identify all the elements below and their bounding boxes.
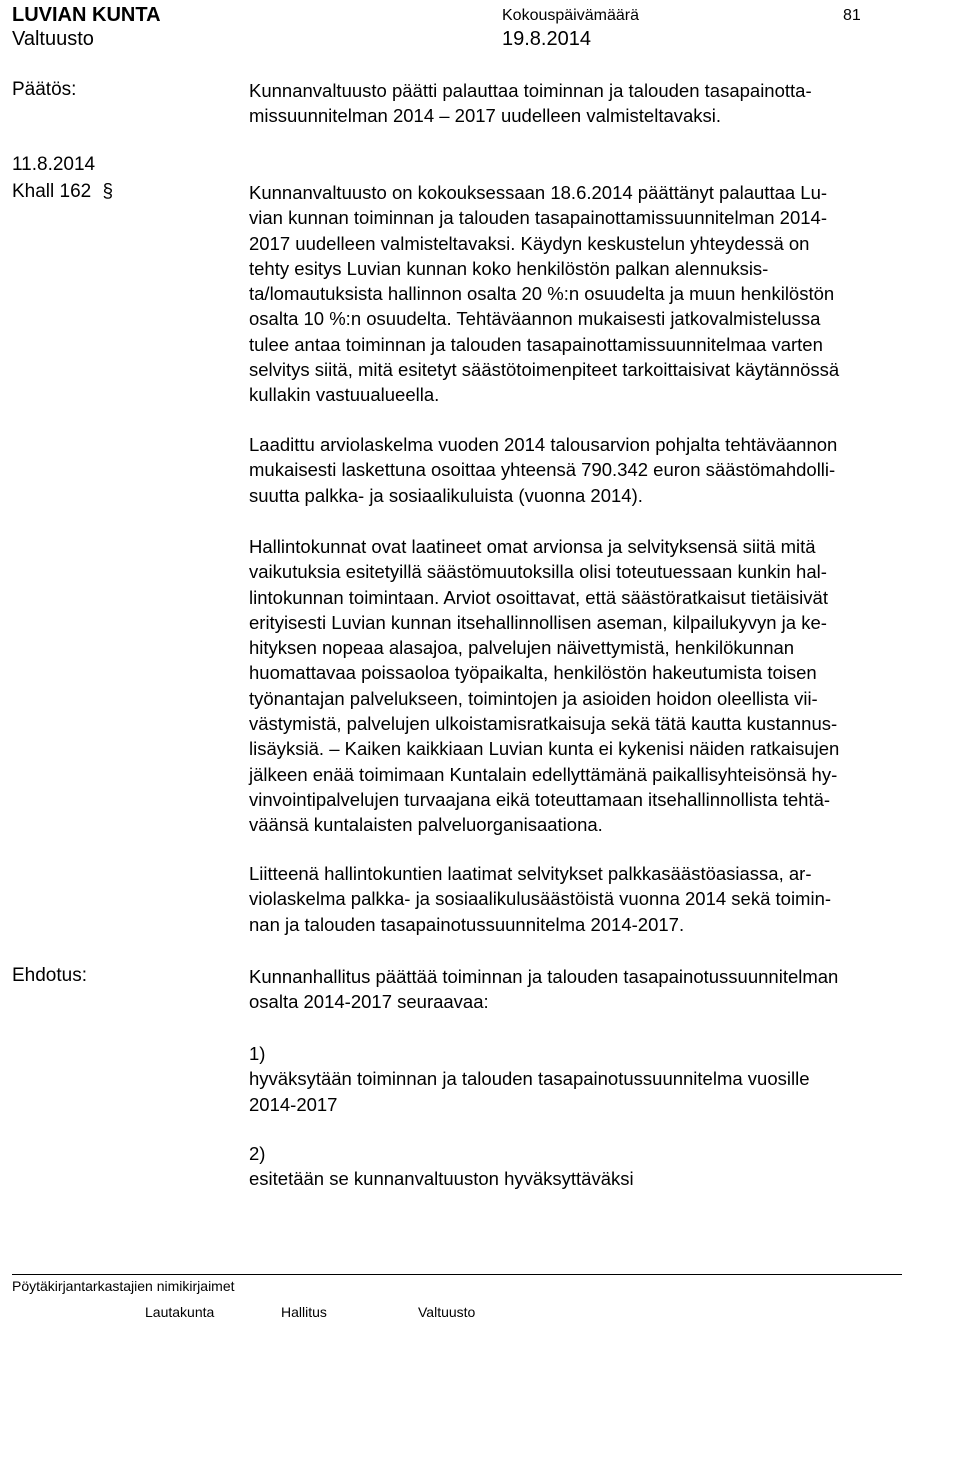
text-line: mukaisesti laskettuna osoittaa yhteensä 790.342 euron säästömahdolli-: [249, 459, 836, 481]
text-line: 2014-2017: [249, 1093, 338, 1115]
text-line: Kunnanvaltuusto päätti palauttaa toiminnan ja talouden tasapainotta-: [249, 80, 812, 101]
item-ref-text: Khall 162: [12, 181, 92, 202]
signature-title: Pöytäkirjantarkastajien nimikirjaimet: [12, 1278, 235, 1294]
text-line: lisäyksiä. – Kaiken kaikkiaan Luvian kunta ei kykenisi näiden ratkaisujen: [249, 738, 840, 760]
text-line: tulee antaa toiminnan ja talouden tasapainottamissuunnitelmaa varten: [249, 333, 823, 355]
text-line: kullakin vastuualueella.: [249, 384, 440, 406]
proposal-text: [249, 964, 960, 1015]
text-line: tehty esitys Luvian kunnan koko henkilöstön palkan alennuksis-: [249, 257, 769, 279]
section-symbol: §: [102, 181, 114, 202]
item-reference: [12, 180, 113, 204]
text-line: vinvointipalvelujen turvaajana eikä toteuttamaan itsehallinnollista tehtä-: [249, 788, 831, 810]
meeting-date: 19.8.2014: [502, 28, 591, 50]
proposal-label: Ehdotus:: [12, 965, 87, 986]
footer-divider: [12, 1274, 902, 1275]
text-line: Kunnanhallitus päättää toiminnan ja talouden tasapainotussuunnitelman: [249, 966, 839, 987]
text-line: 2017 uudelleen valmisteltavaksi. Käydyn keskustelun yhteydessä on: [249, 232, 810, 254]
text-line: hyväksytään toiminnan ja talouden tasapainotussuunnitelma vuosille: [249, 1068, 810, 1090]
text-line: työnantajan palvelukseen, toimintojen ja asioiden hoidon oleellista vii-: [249, 687, 818, 709]
text-line: osalta 10 %:n osuudelta. Tehtäväannon mukaisesti jatkovalmistelussa: [249, 308, 821, 330]
text-line: ta/lomautuksista hallinnon osalta 20 %:n osuudelta ja muun henkilöstön: [249, 283, 835, 305]
text-line: erityisesti Luvian kunnan itsehallinnollisen aseman, kilpailukyvyn ja ke-: [249, 611, 827, 633]
text-line: hityksen nopeaa alasajoa, palvelujen näivettymistä, henkilökunnan: [249, 637, 795, 659]
text-line: väänsä kuntalaisten palveluorganisaationa.: [249, 814, 603, 836]
signature-column-board: Lautakunta: [145, 1304, 215, 1320]
proposal-item-2: [249, 1141, 960, 1192]
text-line: suutta palkka- ja sosiaalikuluista (vuonna 2014).: [249, 484, 643, 506]
proposal-item-1: [249, 1041, 960, 1117]
paragraph-estimate: [249, 432, 960, 508]
text-line: jälkeen enää toimimaan Kuntalain edellyttämänä paikallisyhteisönsä hy-: [249, 763, 838, 785]
text-line: vaikutuksia esitetyillä säästömuutoksilla olisi toteutuessaan kunkin hal-: [249, 561, 827, 583]
decision-text: [249, 78, 960, 129]
text-line: missuunnitelman 2014 – 2017 uudelleen valmisteltavaksi.: [249, 105, 722, 127]
page-number: 81: [843, 7, 861, 24]
decision-label: Päätös:: [12, 79, 77, 100]
text-line: Liitteenä hallintokuntien laatimat selvitykset palkkasäästöasiassa, ar-: [249, 863, 812, 884]
signature-column-council: Valtuusto: [418, 1304, 476, 1320]
text-line: västymistä, palvelujen ulkoistamisratkaisuja sekä tätä kautta kustannus-: [249, 713, 838, 735]
text-line: esitetään se kunnanvaltuuston hyväksyttäväksi: [249, 1168, 634, 1190]
signature-column-government: Hallitus: [281, 1304, 327, 1320]
date-label: Kokouspäivämäärä: [502, 7, 639, 24]
item-number: 2): [249, 1143, 266, 1164]
text-line: Kunnanvaltuusto on kokouksessaan 18.6.2014 päättänyt palauttaa Lu-: [249, 182, 828, 203]
text-line: nan ja talouden tasapainotussuunnitelma 2014-2017.: [249, 913, 685, 935]
text-line: osalta 2014-2017 seuraavaa:: [249, 991, 489, 1013]
text-line: lintokunnan toimintaan. Arviot osoittavat, että säästöratkaisut tietäisivät: [249, 586, 828, 608]
text-line: violaskelma palkka- ja sosiaalikulusäästöistä vuonna 2014 sekä toimin-: [249, 888, 832, 910]
text-line: huomattavaa poissaoloa työpaikalta, henkilöstön hakeutumista toisen: [249, 662, 817, 684]
meeting-body: Valtuusto: [12, 28, 94, 50]
paragraph-background: [249, 180, 960, 408]
paragraph-assessment: [249, 534, 960, 838]
text-line: Hallintokunnat ovat laatineet omat arvionsa ja selvityksensä siitä mitä: [249, 536, 816, 557]
item-number: 1): [249, 1043, 266, 1064]
text-line: vian kunnan toiminnan ja talouden tasapainottamissuunnitelman 2014-: [249, 207, 827, 229]
text-line: Laadittu arviolaskelma vuoden 2014 talousarvion pohjalta tehtäväannon: [249, 434, 838, 455]
municipality-name: LUVIAN KUNTA: [12, 4, 161, 26]
text-line: selvitys siitä, mitä esitetyt säästötoimenpiteet tarkoittaisivat käytännössä: [249, 359, 840, 381]
paragraph-attachments: [249, 861, 960, 937]
item-date: 11.8.2014: [12, 154, 96, 175]
